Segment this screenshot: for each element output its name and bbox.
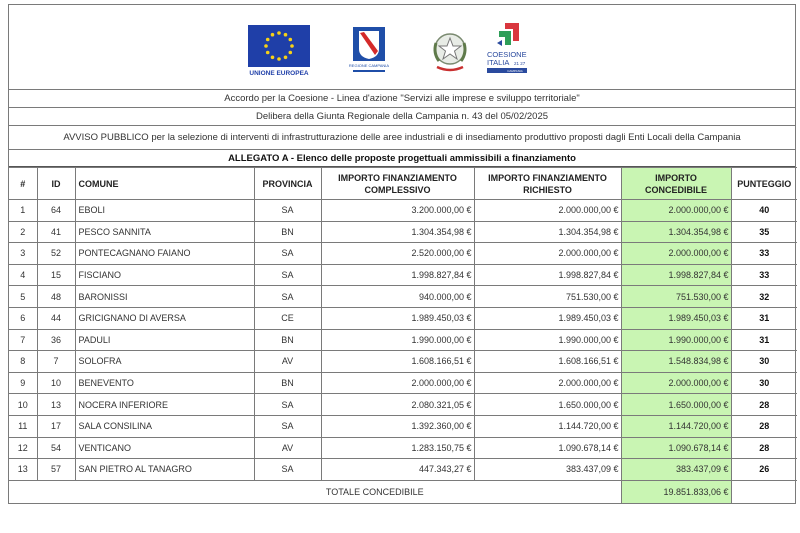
row-index: 5	[9, 286, 37, 308]
row-index: 9	[9, 372, 37, 394]
total-empty-cell	[731, 480, 797, 503]
row-provincia: CE	[254, 307, 321, 329]
avviso-line: AVVISO PUBBLICO per la selezione di interventi di infrastrutturazione delle aree industriali e di insediamento produttivo proposti dagli Enti Locali della Campania	[9, 126, 795, 150]
row-provincia: SA	[254, 415, 321, 437]
col-header-concedibile: IMPORTO CONCEDIBILE	[621, 168, 731, 200]
row-comune: VENTICANO	[75, 437, 254, 459]
row-punteggio: 28	[731, 437, 797, 459]
row-importo-concedibile: 1.090.678,14 €	[621, 437, 731, 459]
svg-text:ITALIA: ITALIA	[487, 58, 510, 67]
row-index: 1	[9, 200, 37, 222]
col-header-id: ID	[37, 168, 75, 200]
table-row	[9, 372, 797, 394]
row-importo-complessivo: 2.000.000,00 €	[321, 372, 474, 394]
col-header-comune: COMUNE	[75, 168, 254, 200]
row-importo-concedibile: 1.650.000,00 €	[621, 394, 731, 416]
row-provincia: AV	[254, 437, 321, 459]
row-importo-complessivo: 940.000,00 €	[321, 286, 474, 308]
row-importo-concedibile: 1.990.000,00 €	[621, 329, 731, 351]
row-importo-complessivo: 1.283.150,75 €	[321, 437, 474, 459]
row-importo-richiesto: 1.090.678,14 €	[474, 437, 621, 459]
row-importo-concedibile: 2.000.000,00 €	[621, 200, 731, 222]
allegato-title: ALLEGATO A - Elenco delle proposte progettuali ammissibili a finanziamento	[9, 150, 795, 167]
row-provincia: SA	[254, 459, 321, 481]
row-index: 4	[9, 264, 37, 286]
logos-header	[9, 5, 795, 90]
col-header-provincia: PROVINCIA	[254, 168, 321, 200]
row-index: 7	[9, 329, 37, 351]
row-provincia: SA	[254, 200, 321, 222]
row-id: 41	[37, 221, 75, 243]
row-comune: FISCIANO	[75, 264, 254, 286]
row-index: 2	[9, 221, 37, 243]
table-row	[9, 459, 797, 481]
row-id: 17	[37, 415, 75, 437]
row-importo-concedibile: 2.000.000,00 €	[621, 243, 731, 265]
row-importo-richiesto: 1.650.000,00 €	[474, 394, 621, 416]
row-punteggio: 33	[731, 243, 797, 265]
row-comune: GRICIGNANO DI AVERSA	[75, 307, 254, 329]
row-importo-richiesto: 1.998.827,84 €	[474, 264, 621, 286]
accordo-line: Accordo per la Coesione - Linea d'azione "Servizi alle imprese e sviluppo territoriale"	[9, 90, 795, 108]
row-importo-complessivo: 447.343,27 €	[321, 459, 474, 481]
row-punteggio: 40	[731, 200, 797, 222]
row-comune: NOCERA INFERIORE	[75, 394, 254, 416]
row-importo-richiesto: 1.144.720,00 €	[474, 415, 621, 437]
row-index: 6	[9, 307, 37, 329]
row-importo-richiesto: 2.000.000,00 €	[474, 372, 621, 394]
row-importo-concedibile: 751.530,00 €	[621, 286, 731, 308]
row-punteggio: 32	[731, 286, 797, 308]
row-punteggio: 28	[731, 394, 797, 416]
row-importo-concedibile: 1.998.827,84 €	[621, 264, 731, 286]
svg-text:UNIONE EUROPEA: UNIONE EUROPEA	[249, 70, 309, 77]
row-importo-complessivo: 2.080.321,05 €	[321, 394, 474, 416]
row-comune: SOLOFRA	[75, 351, 254, 373]
row-id: 48	[37, 286, 75, 308]
table-row	[9, 286, 797, 308]
row-importo-richiesto: 1.990.000,00 €	[474, 329, 621, 351]
row-importo-complessivo: 1.304.354,98 €	[321, 221, 474, 243]
delibera-line: Delibera della Giunta Regionale della Campania n. 43 del 05/02/2025	[9, 108, 795, 126]
eu-flag-logo	[248, 25, 310, 77]
row-provincia: AV	[254, 351, 321, 373]
row-importo-richiesto: 2.000.000,00 €	[474, 243, 621, 265]
row-provincia: SA	[254, 286, 321, 308]
row-id: 57	[37, 459, 75, 481]
row-index: 8	[9, 351, 37, 373]
col-header-complessivo: IMPORTO FINANZIAMENTO COMPLESSIVO	[321, 168, 474, 200]
row-comune: BARONISSI	[75, 286, 254, 308]
svg-text:REGIONE CAMPANIA: REGIONE CAMPANIA	[348, 63, 390, 68]
row-provincia: BN	[254, 372, 321, 394]
row-importo-concedibile: 1.989.450,03 €	[621, 307, 731, 329]
col-header-index: #	[9, 168, 37, 200]
row-comune: PADULI	[75, 329, 254, 351]
table-row	[9, 329, 797, 351]
row-id: 7	[37, 351, 75, 373]
row-provincia: BN	[254, 329, 321, 351]
row-importo-concedibile: 383.437,09 €	[621, 459, 731, 481]
row-importo-richiesto: 383.437,09 €	[474, 459, 621, 481]
svg-text:COESIONE: COESIONE	[487, 50, 527, 59]
row-provincia: SA	[254, 264, 321, 286]
row-punteggio: 35	[731, 221, 797, 243]
coesione-italia-logo	[485, 21, 535, 79]
svg-text:CAMPANIA: CAMPANIA	[507, 69, 523, 73]
table-row	[9, 221, 797, 243]
row-importo-complessivo: 1.990.000,00 €	[321, 329, 474, 351]
row-index: 12	[9, 437, 37, 459]
row-importo-complessivo: 1.998.827,84 €	[321, 264, 474, 286]
row-importo-complessivo: 3.200.000,00 €	[321, 200, 474, 222]
row-comune: SALA CONSILINA	[75, 415, 254, 437]
table-row	[9, 307, 797, 329]
row-comune: BENEVENTO	[75, 372, 254, 394]
row-id: 44	[37, 307, 75, 329]
table-row	[9, 200, 797, 222]
row-importo-richiesto: 1.608.166,51 €	[474, 351, 621, 373]
row-punteggio: 33	[731, 264, 797, 286]
row-importo-richiesto: 1.304.354,98 €	[474, 221, 621, 243]
table-row	[9, 351, 797, 373]
row-id: 54	[37, 437, 75, 459]
row-punteggio: 28	[731, 415, 797, 437]
table-row	[9, 415, 797, 437]
row-importo-concedibile: 1.304.354,98 €	[621, 221, 731, 243]
row-punteggio: 26	[731, 459, 797, 481]
row-importo-concedibile: 2.000.000,00 €	[621, 372, 731, 394]
row-punteggio: 30	[731, 372, 797, 394]
row-id: 15	[37, 264, 75, 286]
table-row	[9, 394, 797, 416]
row-importo-concedibile: 1.144.720,00 €	[621, 415, 731, 437]
row-index: 10	[9, 394, 37, 416]
row-importo-complessivo: 1.392.360,00 €	[321, 415, 474, 437]
document-page	[8, 4, 796, 504]
row-id: 52	[37, 243, 75, 265]
row-index: 13	[9, 459, 37, 481]
row-punteggio: 30	[731, 351, 797, 373]
proposals-table	[9, 167, 797, 503]
row-comune: SAN PIETRO AL TANAGRO	[75, 459, 254, 481]
table-row	[9, 243, 797, 265]
row-provincia: BN	[254, 221, 321, 243]
col-header-punteggio: PUNTEGGIO	[731, 168, 797, 200]
row-provincia: SA	[254, 394, 321, 416]
total-label: TOTALE CONCEDIBILE	[9, 480, 621, 503]
row-importo-complessivo: 1.608.166,51 €	[321, 351, 474, 373]
row-provincia: SA	[254, 243, 321, 265]
regione-campania-logo	[347, 27, 391, 75]
table-row	[9, 437, 797, 459]
row-index: 11	[9, 415, 37, 437]
row-importo-complessivo: 1.989.450,03 €	[321, 307, 474, 329]
row-comune: PESCO SANNITA	[75, 221, 254, 243]
total-row	[9, 480, 797, 503]
row-id: 10	[37, 372, 75, 394]
svg-text:21 27: 21 27	[514, 61, 526, 66]
row-importo-richiesto: 751.530,00 €	[474, 286, 621, 308]
row-importo-richiesto: 1.989.450,03 €	[474, 307, 621, 329]
row-index: 3	[9, 243, 37, 265]
row-importo-concedibile: 1.548.834,98 €	[621, 351, 731, 373]
row-punteggio: 31	[731, 307, 797, 329]
row-comune: PONTECAGNANO FAIANO	[75, 243, 254, 265]
row-comune: EBOLI	[75, 200, 254, 222]
total-value: 19.851.833,06 €	[621, 480, 731, 503]
row-id: 64	[37, 200, 75, 222]
row-importo-richiesto: 2.000.000,00 €	[474, 200, 621, 222]
row-id: 13	[37, 394, 75, 416]
italian-emblem-logo	[427, 29, 473, 75]
table-row	[9, 264, 797, 286]
row-punteggio: 31	[731, 329, 797, 351]
row-importo-complessivo: 2.520.000,00 €	[321, 243, 474, 265]
row-id: 36	[37, 329, 75, 351]
table-header-row	[9, 168, 797, 200]
col-header-richiesto: IMPORTO FINANZIAMENTO RICHIESTO	[474, 168, 621, 200]
